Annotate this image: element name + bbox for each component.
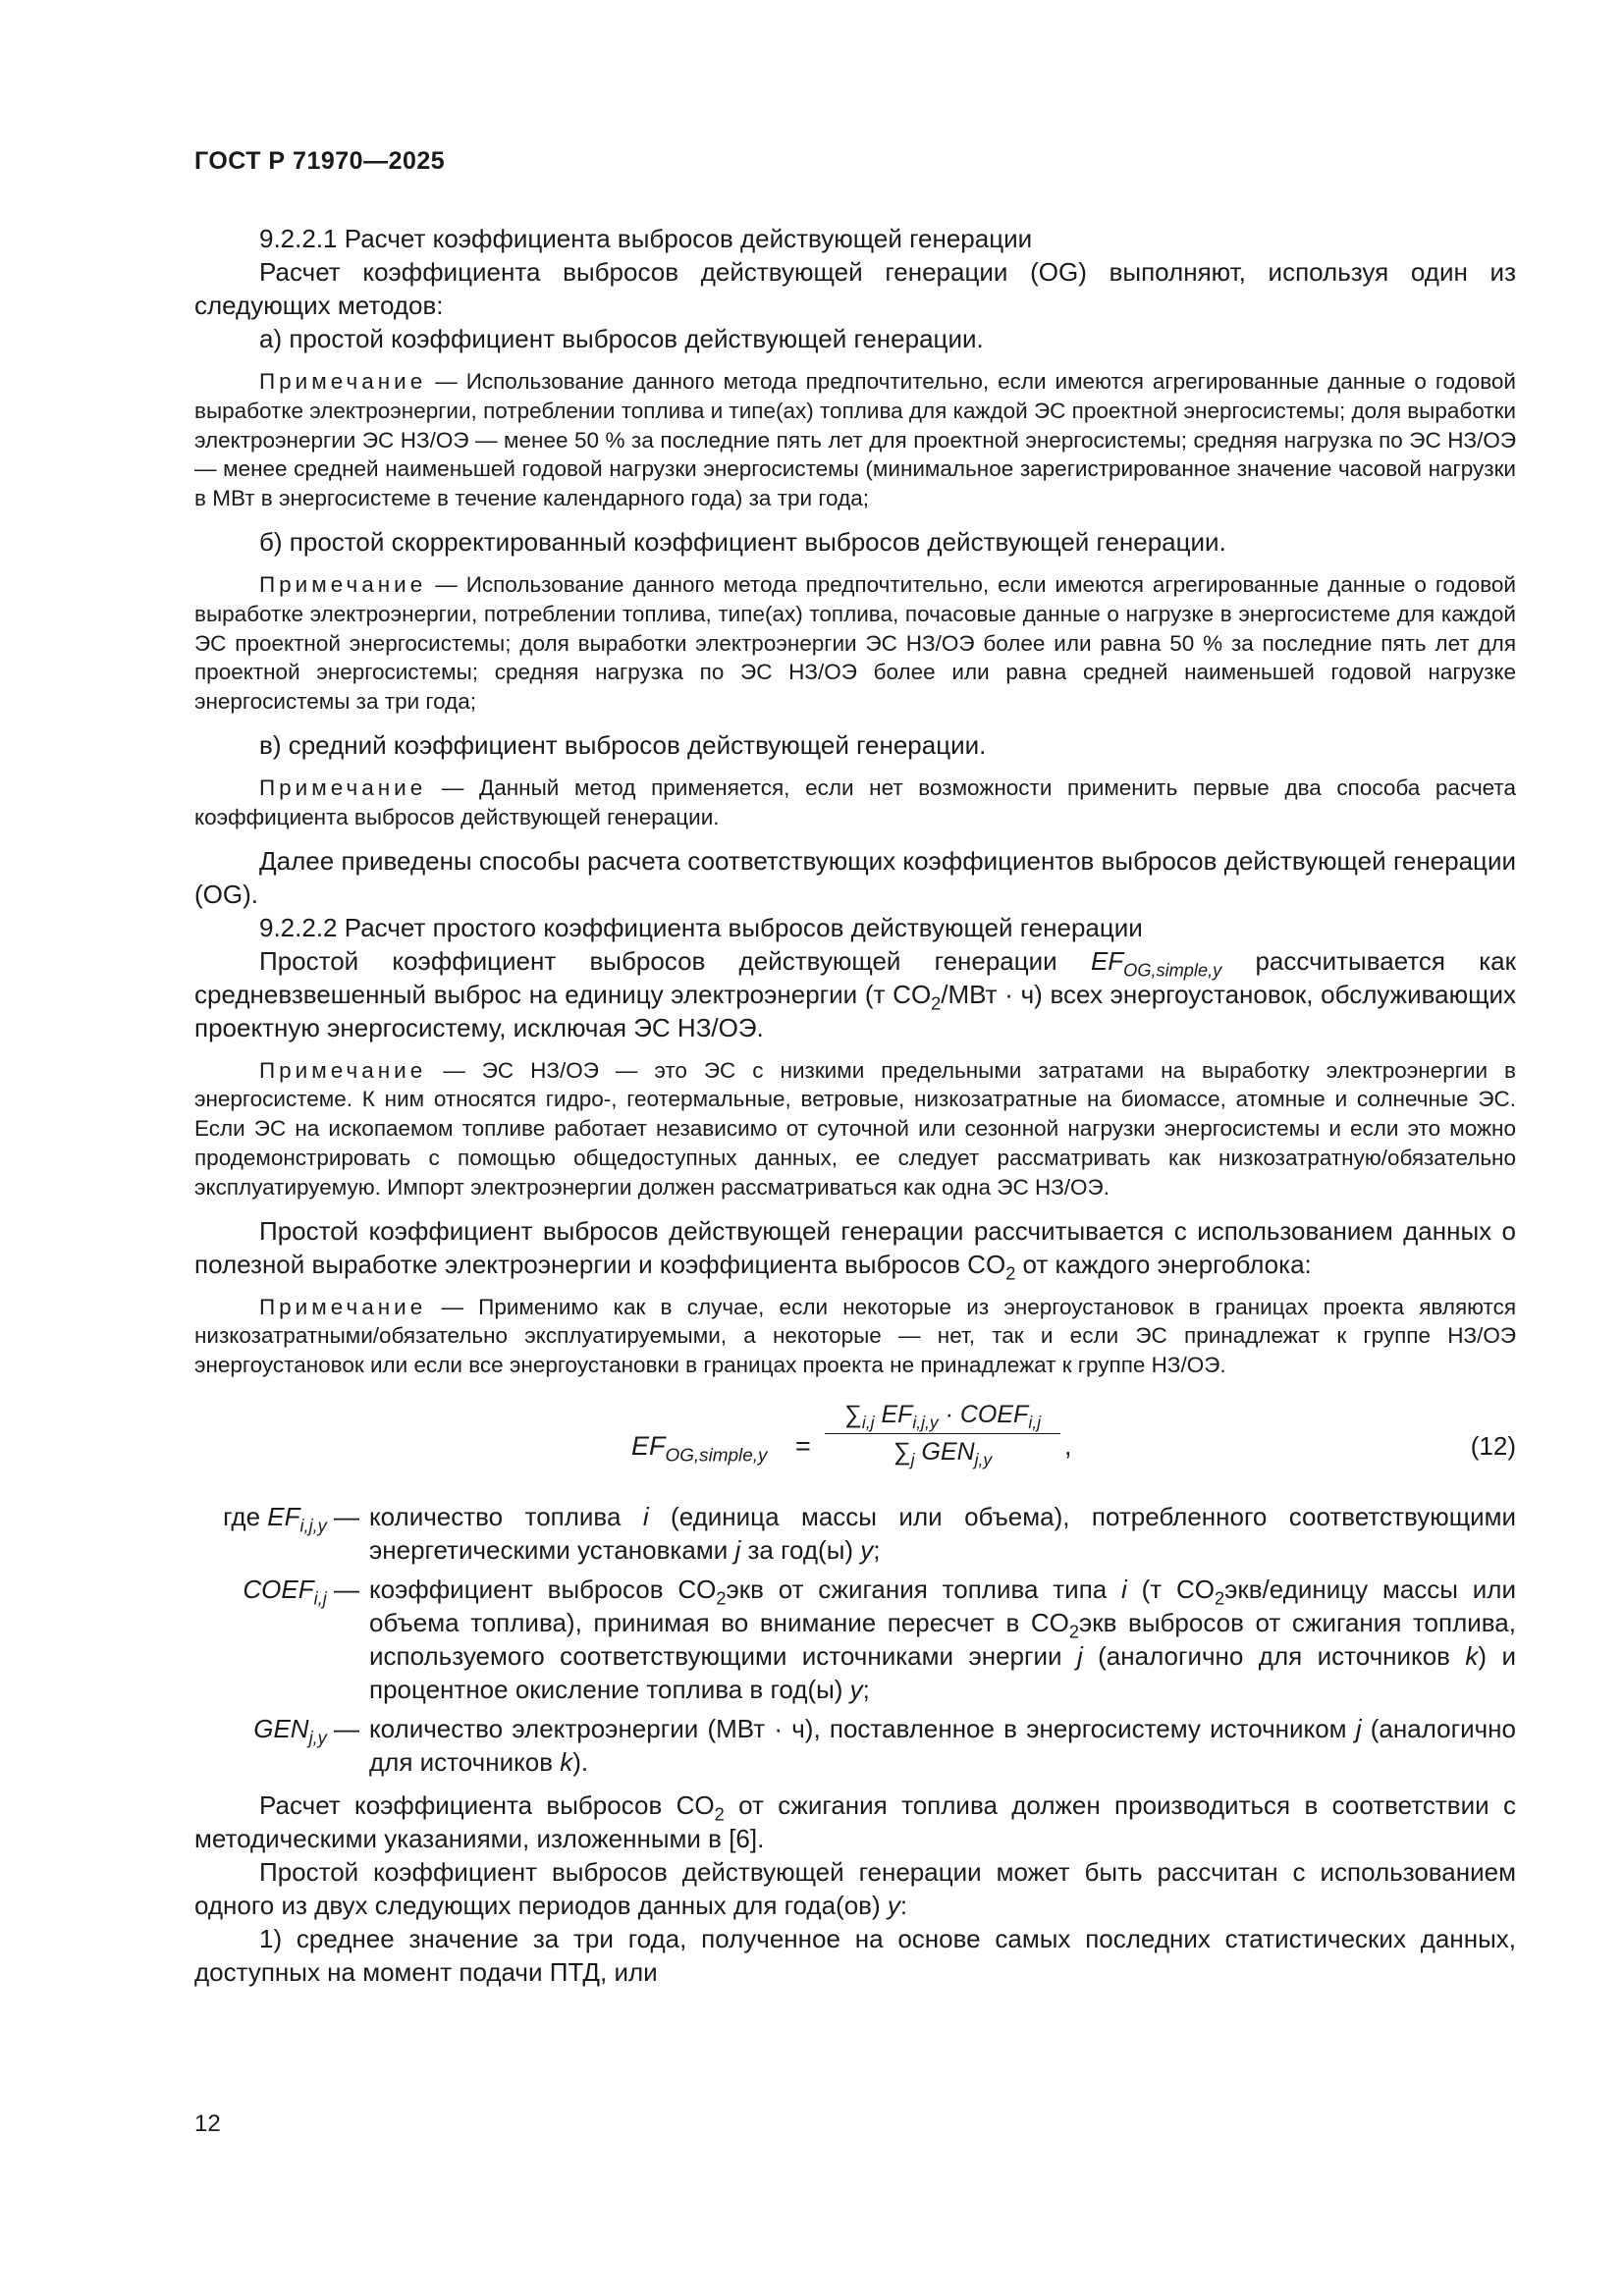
glossary-term: где $EF_{i,j,y}$ — xyxy=(223,1501,359,1536)
glossary-item-ef xyxy=(194,1500,1516,1567)
glossary-term: $GEN_{j,y}$ — xyxy=(253,1713,359,1748)
formula-fraction xyxy=(823,1398,1062,1468)
note-d xyxy=(194,1056,1516,1202)
note-text: — Данный метод применяется, если нет возможности применить первые два способа расчета коэффициента выбросов действующей генерации. xyxy=(194,774,1516,829)
paragraph: Далее приведены способы расчета соответствующих коэффициентов выбросов действующей генерации (OG). xyxy=(194,845,1516,909)
list-item-1: 1) среднее значение за три года, полученное на основе самых последних статистических данных, доступных на момент подачи ПТД, или xyxy=(194,1923,1516,1987)
formula-denominator: $\sum_j$ $GEN_{j,y}$ xyxy=(893,1437,993,1470)
page-content xyxy=(194,222,1516,1989)
note-e xyxy=(194,1293,1516,1380)
paragraph: Расчет коэффициента выбросов действующей генерации (OG) выполняют, используя один из следующих методов: xyxy=(194,257,1516,320)
note-label: Примечание xyxy=(259,369,427,394)
section-title-9-2-2-2: 9.2.2.2 Расчет простого коэффициента выбросов действующей генерации xyxy=(259,912,1143,942)
note-text: — Использование данного метода предпочтительно, если имеются агрегированные данные о годовой выработке электроэнергии, потреблении топлива, типе(ах) топлива, почасовые данные о нагрузке в энергосистеме для каждой ЭС проектной энергосистемы; доля выработки электроэнергии ЭС НЗ/ОЭ более или равна 50 % за последние пять лет для проектной энергосистемы; средняя нагрузка по ЭС НЗ/ОЭ более или равна средней наименьшей годовой нагрузке энергосистемы за три года; xyxy=(194,571,1516,715)
note-label: Примечание xyxy=(259,571,427,597)
paragraph: Простой коэффициент выбросов действующей генерации $EF_{OG,simple,y}$ рассчитывается как средневзвешенный выброс на единицу электроэнергии (т $CO_2$/МВт · ч) всех энергоустановок, обслуживающих проектную энергосистему, исключая ЭС НЗ/ОЭ. xyxy=(194,945,1517,1042)
list-item-b: б) простой скорректированный коэффициент выбросов действующей генерации. xyxy=(259,526,1226,557)
page-number: 12 xyxy=(194,2110,221,2137)
note-text: — Использование данного метода предпочтительно, если имеются агрегированные данные о годовой выработке электроэнергии, потреблении топлива и типе(ах) топлива для каждой ЭС проектной энергосистемы; доля выработки электроэнергии ЭС НЗ/ОЭ — менее 50 % за последние пять лет для проектной энергосистемы; средняя нагрузка по ЭС НЗ/ОЭ — менее средней наименьшей годовой нагрузки энергосистемы (минимальное зарегистрированное значение часовой нагрузки в МВт в энергосистеме в течение календарного года) за три года; xyxy=(194,369,1516,511)
section-title-9-2-2-1: 9.2.2.1 Расчет коэффициента выбросов действующей генерации xyxy=(259,224,1033,253)
equation-number: (12) xyxy=(1470,1430,1516,1461)
formula-equals: = xyxy=(795,1430,811,1461)
note-text: — Применимо как в случае, если некоторые из энергоустановок в границах проекта являются низкозатратными/обязательно эксплуатируемыми, а некоторые — нет, так и если ЭС принадлежат к группе НЗ/ОЭ энергоустановок или если все энергоустановки в границах проекта не принадлежат к группе НЗ/ОЭ. xyxy=(194,1294,1516,1378)
note-label: Примечание xyxy=(259,1057,427,1083)
glossary-definition: количество топлива i (единица массы или объема), потребленного соответствующими энергетическими установками j за год(ы) y; xyxy=(369,1501,1517,1565)
note-b xyxy=(194,570,1516,717)
formula-numerator: $\sum_{i,j}$ $EF_{i,j,y}$ · $COEF_{i,j}$ xyxy=(844,1400,1041,1433)
formula-comma: , xyxy=(1064,1430,1072,1461)
symbol-ef: $EF_{OG,simple,y}$ xyxy=(1090,945,1222,980)
formula-lhs: $EF_{OG,simple,y}$ xyxy=(631,1430,768,1467)
paragraph: Простой коэффициент выбросов действующей генерации может быть рассчитан с использованием одного из двух следующих периодов данных для года(ов) y: xyxy=(194,1856,1516,1920)
glossary-term: $COEF_{i,j}$ — xyxy=(243,1574,359,1609)
glossary-definition: количество электроэнергии (МВт · ч), поставленное в энергосистему источником j (аналогично для источников k). xyxy=(369,1713,1516,1777)
formula-12 xyxy=(194,1392,1516,1494)
note-label: Примечание xyxy=(259,1294,427,1319)
paragraph: Простой коэффициент выбросов действующей генерации рассчитывается с использованием данных о полезной выработке электроэнергии и коэффициента выбросов $CO_2$ от каждого энергоблока: xyxy=(194,1215,1516,1283)
list-item-c: в) средний коэффициент выбросов действующей генерации. xyxy=(259,729,987,760)
document-header: ГОСТ Р 71970—2025 xyxy=(194,147,446,175)
note-a xyxy=(194,367,1516,513)
paragraph: Расчет коэффициента выбросов $CO_2$ от сжигания топлива должен производиться в соответствии с методическими указаниями, изложенными в [6]. xyxy=(194,1789,1516,1853)
list-item-a: а) простой коэффициент выбросов действующей генерации. xyxy=(259,324,984,353)
glossary-item-gen xyxy=(194,1712,1516,1779)
glossary-item-coef xyxy=(194,1573,1516,1706)
note-text: — ЭС НЗ/ОЭ — это ЭС с низкими предельными затратами на выработку электроэнергии в энергосистеме. К ним относятся гидро-, геотермальные, ветровые, низкозатратные на биомассе, атомные и солнечные ЭС. Если ЭС на ископаемом топливе работает независимо от суточной или сезонной нагрузки энергосистемы и если это можно продемонстрировать с помощью общедоступных данных, ее следует рассматривать как низкозатратную/обязательно эксплуатируемую. Импорт электроэнергии должен рассматриваться как одна ЭС НЗ/ОЭ. xyxy=(194,1057,1516,1200)
glossary-definition: коэффициент выбросов $CO_2экв$ от сжигания топлива типа i (т $CO_2экв$/единицу массы или объема топлива), принимая во внимание пересчет в $CO_2экв$ выбросов от сжигания топлива, используемого соответствующими источниками энергии j (аналогично для источников k) и процентное окисление топлива в год(ы) y; xyxy=(369,1574,1516,1704)
note-c xyxy=(194,774,1516,832)
note-label: Примечание xyxy=(259,774,427,800)
